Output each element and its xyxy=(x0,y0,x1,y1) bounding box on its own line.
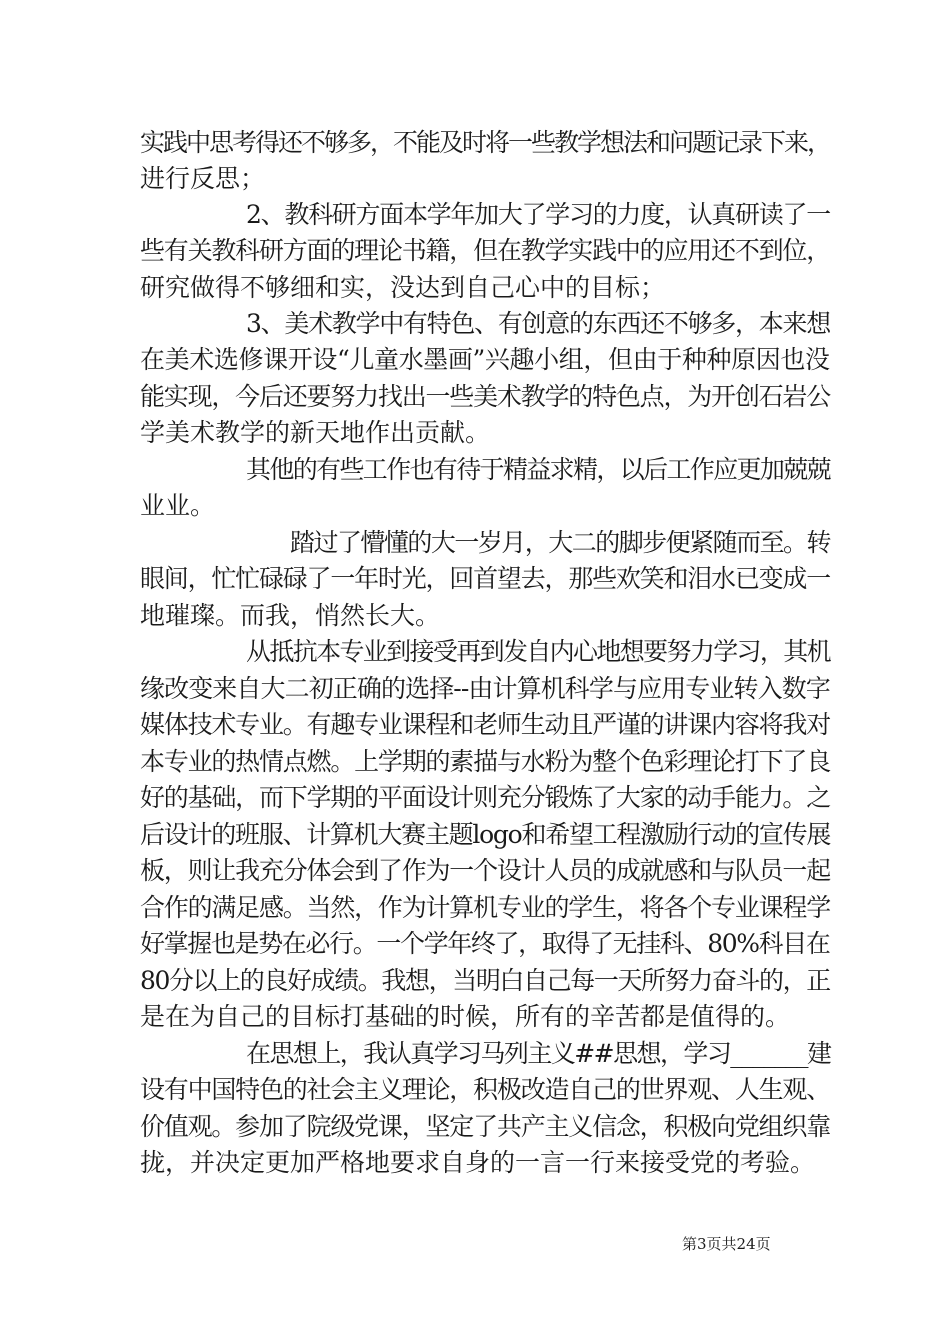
body-text-line: 设有中国特色的社会主义理论，积极改造自己的世界观、人生观、 xyxy=(140,1075,831,1104)
body-text-line: 在美术选修课开设“儿童水墨画”兴趣小组，但由于种种原因也没 xyxy=(140,345,830,374)
body-text-line: 能实现，今后还要努力找出一些美术教学的特色点，为开创石岩公 xyxy=(140,382,831,411)
body-text-line: 实践中思考得还不够多，不能及时将一些教学想法和问题记录下来， xyxy=(140,128,831,157)
body-text-line: 是在为自己的目标打基础的时候，所有的辛苦都是值得的。 xyxy=(140,1002,791,1031)
body-text-line: 3、美术教学中有特色、有创意的东西还不够多，本来想 xyxy=(246,309,830,338)
body-text-line: 2、教科研方面本学年加大了学习的力度，认真研读了一 xyxy=(246,200,830,229)
body-text-line: 其他的有些工作也有待于精益求精，以后工作应更加兢兢 xyxy=(246,455,831,484)
body-text-line: 价值观。参加了院级党课，坚定了共产主义信念，积极向党组织靠 xyxy=(140,1112,831,1141)
body-text-line: 板，则让我充分体会到了作为一个设计人员的成就感和与队员一起 xyxy=(140,856,831,885)
body-text-line: 在思想上，我认真学习马列主义##思想，学习_______建 xyxy=(246,1039,831,1068)
body-text-line: 好的基础，而下学期的平面设计则充分锻炼了大家的动手能力。之 xyxy=(140,783,831,812)
body-text-line: 眼间，忙忙碌碌了一年时光，回首望去，那些欢笑和泪水已变成一 xyxy=(140,564,831,593)
body-text-line: 研究做得不够细和实，没达到自己心中的目标； xyxy=(140,273,666,302)
body-text-line: 踏过了懵懂的大一岁月，大二的脚步便紧随而至。转 xyxy=(290,528,831,557)
body-text-line: 媒体技术专业。有趣专业课程和老师生动且严谨的讲课内容将我对 xyxy=(140,710,831,739)
body-text-line: 些有关教科研方面的理论书籍，但在教学实践中的应用还不到位， xyxy=(140,236,831,265)
body-text-line: 好掌握也是势在必行。一个学年终了，取得了无挂科、80%科目在 xyxy=(140,929,830,958)
body-text-line: 地璀璨。而我，悄然长大。 xyxy=(140,601,441,630)
body-text-line: 后设计的班服、计算机大赛主题logo和希望工程激励行动的宣传展 xyxy=(140,820,831,849)
body-text-line: 拢，并决定更加严格地要求自身的一言一行来接受党的考验。 xyxy=(140,1148,816,1177)
body-text-line: 进行反思； xyxy=(140,164,266,193)
body-text-line: 缘改变来自大二初正确的选择--由计算机科学与应用专业转入数字 xyxy=(140,674,830,703)
body-text-line: 合作的满足感。当然，作为计算机专业的学生，将各个专业课程学 xyxy=(140,893,831,922)
body-text-line: 从抵抗本专业到接受再到发自内心地想要努力学习，其机 xyxy=(246,637,831,666)
page-number-footer: 第3页共24页 xyxy=(682,1235,771,1253)
body-text-line: 80分以上的良好成绩。我想，当明白自己每一天所努力奋斗的，正 xyxy=(140,966,830,995)
body-text-line: 业业。 xyxy=(140,491,216,520)
body-text-line: 学美术教学的新天地作出贡献。 xyxy=(140,418,491,447)
body-text-line: 本专业的热情点燃。上学期的素描与水粉为整个色彩理论打下了良 xyxy=(140,747,831,776)
